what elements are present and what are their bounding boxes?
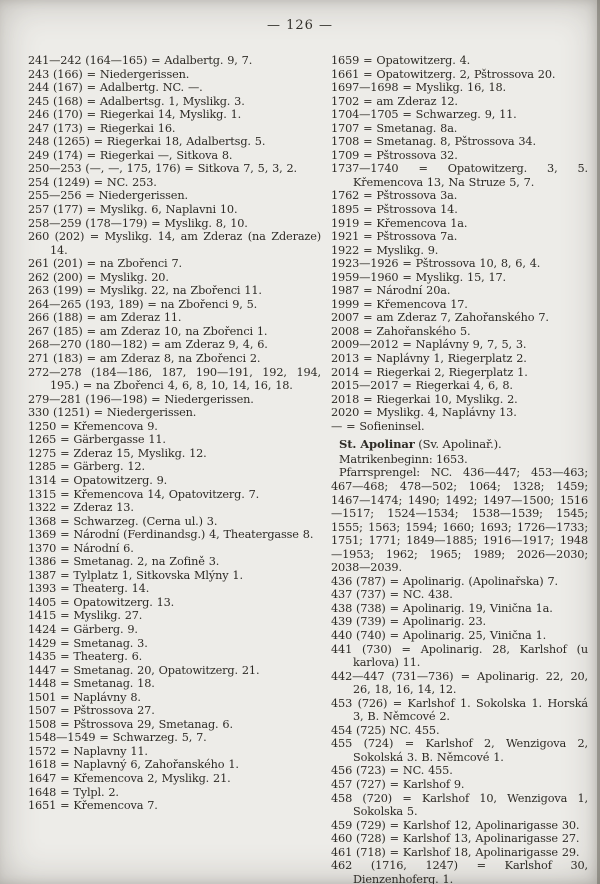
directory-entry: 268—270 (180—182) = am Zderaz 9, 4, 6.: [28, 338, 268, 352]
directory-entry: 243 (166) = Niedergerissen.: [28, 67, 190, 81]
directory-entry: 1429 = Smetanag. 3.: [28, 636, 148, 650]
directory-entry: 439 (739) = Apolinarig. 23.: [331, 615, 486, 629]
directory-entry: 1387 = Tylplatz 1, Sitkovska Mlýny 1.: [28, 568, 243, 582]
directory-entry: 1762 = Pštrossova 3a.: [331, 189, 458, 203]
directory-entry: 266 (188) = am Zderaz 11.: [28, 311, 182, 325]
directory-entry: 1501 = Naplávny 8.: [28, 690, 141, 704]
directory-entry: 1315 = Křemencova 14, Opatovitzerg. 7.: [28, 487, 260, 501]
directory-entry: 271 (183) = am Zderaz 8, na Zbořenci 2.: [28, 352, 261, 366]
directory-entry: 442—447 (731—736) = Apolinarig. 22, 20, 26, 18, 16, 14, 12.: [331, 669, 588, 697]
directory-entry: 246 (170) = Riegerkai 14, Myslikg. 1.: [28, 108, 242, 122]
directory-entry: 330 (1251) = Niedergerissen.: [28, 406, 197, 420]
directory-entry: 1368 = Schwarzeg. (Cerna ul.) 3.: [28, 514, 218, 528]
directory-entry: 1661 = Opatowitzerg. 2, Pštrossova 20.: [331, 67, 556, 81]
directory-entry: 1708 = Smetanag. 8, Pštrossova 34.: [331, 135, 536, 149]
directory-entry: 1923—1926 = Pštrossova 10, 8, 6, 4.: [331, 257, 541, 271]
directory-entry: 1999 = Křemencova 17.: [331, 297, 468, 311]
right-column-entries-part1: [331, 54, 588, 433]
directory-entry: 440 (740) = Apolinarig. 25, Vinična 1.: [331, 628, 547, 642]
directory-entry: 254 (1249) = NC. 253.: [28, 175, 157, 189]
directory-entry: 262 (200) = Myslikg. 20.: [28, 270, 169, 284]
directory-entry: 1702 = am Zderaz 12.: [331, 94, 458, 108]
directory-entry: 1415 = Myslikg. 27.: [28, 609, 143, 623]
directory-entry: 1424 = Gärberg. 9.: [28, 622, 138, 636]
directory-entry: 1369 = Národní (Ferdinandsg.) 4, Theatergasse 8.: [28, 528, 314, 542]
directory-entry: 1572 = Naplavny 11.: [28, 744, 148, 758]
directory-entry: 454 (725) NC. 455.: [331, 723, 440, 737]
directory-entry: 263 (199) = Myslikg. 22, na Zbořenci 11.: [28, 284, 262, 298]
directory-entry: 1704—1705 = Schwarzeg. 9, 11.: [331, 108, 517, 122]
directory-entry: 1659 = Opatowitzerg. 4.: [331, 54, 471, 67]
directory-entry: 2013 = Naplávny 1, Riegerplatz 2.: [331, 352, 527, 366]
directory-entry: 2008 = Zahořanského 5.: [331, 324, 471, 338]
section-heading-subtitle: (Sv. Apolinař.).: [414, 437, 502, 452]
page-number: — 126 —: [266, 18, 334, 33]
directory-entry: 255—256 = Niedergerissen.: [28, 189, 188, 203]
directory-entry: 1265 = Gärbergasse 11.: [28, 433, 166, 447]
directory-entry: 462 (1716, 1247) = Karlshof 30, Dienzenhoferg. 1.: [331, 859, 588, 884]
right-column-entries-part2: [331, 575, 588, 884]
directory-entry: 241—242 (164—165) = Adalbertg. 9, 7.: [28, 54, 253, 67]
section-heading-title: St. Apolinar: [339, 437, 415, 452]
directory-entry: 245 (168) = Adalbertsg. 1, Myslikg. 3.: [28, 94, 245, 108]
directory-entry: 1648 = Tylpl. 2.: [28, 785, 119, 799]
directory-entry: 1448 = Smetanag. 18.: [28, 677, 155, 691]
directory-entry: 257 (177) = Myslikg. 6, Naplavni 10.: [28, 203, 238, 217]
directory-entry: 461 (718) = Karlshof 18, Apolinarigasse 29.: [331, 845, 580, 859]
directory-entry: 1919 = Křemencova 1a.: [331, 216, 468, 230]
directory-entry: 1435 = Theaterg. 6.: [28, 650, 143, 664]
directory-entry: 455 (724) = Karlshof 2, Wenzigova 2, Sokolská 3. B. Němcové 1.: [331, 737, 588, 764]
directory-entry: 1393 = Theaterg. 14.: [28, 582, 150, 596]
directory-entry: 247 (173) = Riegerkai 16.: [28, 121, 176, 135]
directory-entry: 1647 = Křemencova 2, Myslikg. 21.: [28, 771, 231, 785]
directory-entry: 261 (201) = na Zbořenci 7.: [28, 257, 182, 271]
directory-entry: 1285 = Gärberg. 12.: [28, 460, 145, 474]
section-heading: [331, 438, 588, 452]
directory-entry: 457 (727) = Karlshof 9.: [331, 777, 465, 791]
directory-entry: 1737—1740 = Opatowitzerg. 3, 5. Křemencova 13, Na Struze 5, 7.: [331, 162, 588, 189]
directory-entry: 458 (720) = Karlshof 10, Wenzigova 1, Sokolska 5.: [331, 791, 588, 819]
left-column: [28, 54, 321, 813]
directory-entry: — = Sofieninsel.: [331, 419, 425, 433]
directory-entry: 456 (723) = NC. 455.: [331, 764, 453, 778]
directory-entry: 248 (1265) = Riegerkai 18, Adalbertsg. 5.: [28, 135, 266, 149]
directory-entry: 272—278 (184—186, 187, 190—191, 192, 194, 195.) = na Zbořenci 4, 6, 8, 10, 14, 16, 18.: [28, 365, 321, 393]
directory-entry: 1314 = Opatowitzerg. 9.: [28, 473, 168, 487]
directory-entry: 1895 = Pštrossova 14.: [331, 203, 458, 217]
directory-entry: 1922 = Myslikg. 9.: [331, 243, 439, 257]
pfarrsprengel-paragraph: Pfarrsprengel: NC. 436—447; 453—463; 467—468; 478—502; 1064; 1328; 1459; 1467—1474; 1490; 1492; 1497—1500; 1516—1517; 1524—1534; 1538—1539; 1545; 1555; 1563; 1594; 1660; 1693; 1726—1733; 1751; 1771; 1849—1885; 1916—1917; 1948—1953; 1962; 1965; 1989; 2026—2030; 2038—2039.: [331, 466, 588, 575]
directory-entry: 1651 = Křemencova 7.: [28, 799, 158, 813]
directory-entry: 1508 = Pštrossova 29, Smetanag. 6.: [28, 717, 233, 731]
directory-entry: 1507 = Pštrossova 27.: [28, 704, 155, 718]
directory-entry: 437 (737) = NC. 438.: [331, 588, 453, 602]
directory-entry: 459 (729) = Karlshof 12, Apolinarigasse 30.: [331, 818, 580, 832]
directory-entry: 244 (167) = Adalbertg. NC. —.: [28, 81, 203, 95]
right-column: [331, 54, 588, 884]
directory-entry: 2018 = Riegerkai 10, Myslikg. 2.: [331, 392, 518, 406]
directory-entry: 249 (174) = Riegerkai —, Sitkova 8.: [28, 148, 233, 162]
directory-entry: 2020 = Myslikg. 4, Naplávny 13.: [331, 406, 517, 420]
directory-entry: 2014 = Riegerkai 2, Riegerplatz 1.: [331, 365, 528, 379]
directory-entry: 1250 = Křemencova 9.: [28, 419, 158, 433]
directory-entry: 460 (728) = Karlshof 13, Apolinarigasse 27.: [331, 832, 580, 846]
directory-entry: 453 (726) = Karlshof 1. Sokolska 1. Horská 3, B. Němcové 2.: [331, 696, 588, 724]
directory-entry: 1697—1698 = Myslikg. 16, 18.: [331, 81, 506, 95]
directory-entry: 1405 = Opatowitzerg. 13.: [28, 595, 175, 609]
directory-entry: 1322 = Zderaz 13.: [28, 501, 134, 515]
directory-entry: 1370 = Národní 6.: [28, 541, 134, 555]
directory-entry: 1618 = Naplavný 6, Zahořanského 1.: [28, 758, 239, 772]
directory-entry: 1921 = Pštrossova 7a.: [331, 230, 458, 244]
directory-entry: 2007 = am Zderaz 7, Zahořanského 7.: [331, 311, 549, 325]
directory-entry: 436 (787) = Apolinarig. (Apolinařska) 7.: [331, 574, 558, 588]
directory-entry: 1386 = Smetanag. 2, na Zofině 3.: [28, 555, 220, 569]
directory-entry: 1709 = Pštrossova 32.: [331, 148, 458, 162]
directory-entry: 1447 = Smetanag. 20, Opatowitzerg. 21.: [28, 663, 260, 677]
directory-entry: 441 (730) = Apolinarig. 28, Karlshof (u karlova) 11.: [331, 642, 588, 670]
directory-entry: 1987 = Národní 20a.: [331, 284, 451, 298]
directory-entry: 250—253 (—, —, 175, 176) = Sitkova 7, 5, 3, 2.: [28, 162, 297, 176]
directory-entry: 1548—1549 = Schwarzeg. 5, 7.: [28, 731, 207, 745]
directory-entry: 438 (738) = Apolinarig. 19, Vinična 1a.: [331, 601, 553, 615]
directory-entry: 264—265 (193, 189) = na Zbořenci 9, 5.: [28, 297, 258, 311]
matriken-line: Matrikenbeginn: 1653.: [339, 452, 468, 466]
directory-entry: 258—259 (178—179) = Myslikg. 8, 10.: [28, 216, 248, 230]
directory-entry: 1959—1960 = Myslikg. 15, 17.: [331, 270, 506, 284]
directory-entry: 1275 = Zderaz 15, Myslikg. 12.: [28, 446, 207, 460]
directory-entry: 279—281 (196—198) = Niedergerissen.: [28, 392, 254, 406]
directory-entry: 260 (202) = Myslikg. 14, am Zderaz (na Zderaze) 14.: [28, 230, 321, 257]
directory-entry: 2015—2017 = Riegerkai 4, 6, 8.: [331, 379, 513, 393]
directory-entry: 1707 = Smetanag. 8a.: [331, 121, 458, 135]
left-column-entries: [28, 54, 321, 813]
directory-entry: 2009—2012 = Naplávny 9, 7, 5, 3.: [331, 338, 527, 352]
directory-entry: 267 (185) = am Zderaz 10, na Zbořenci 1.: [28, 324, 268, 338]
